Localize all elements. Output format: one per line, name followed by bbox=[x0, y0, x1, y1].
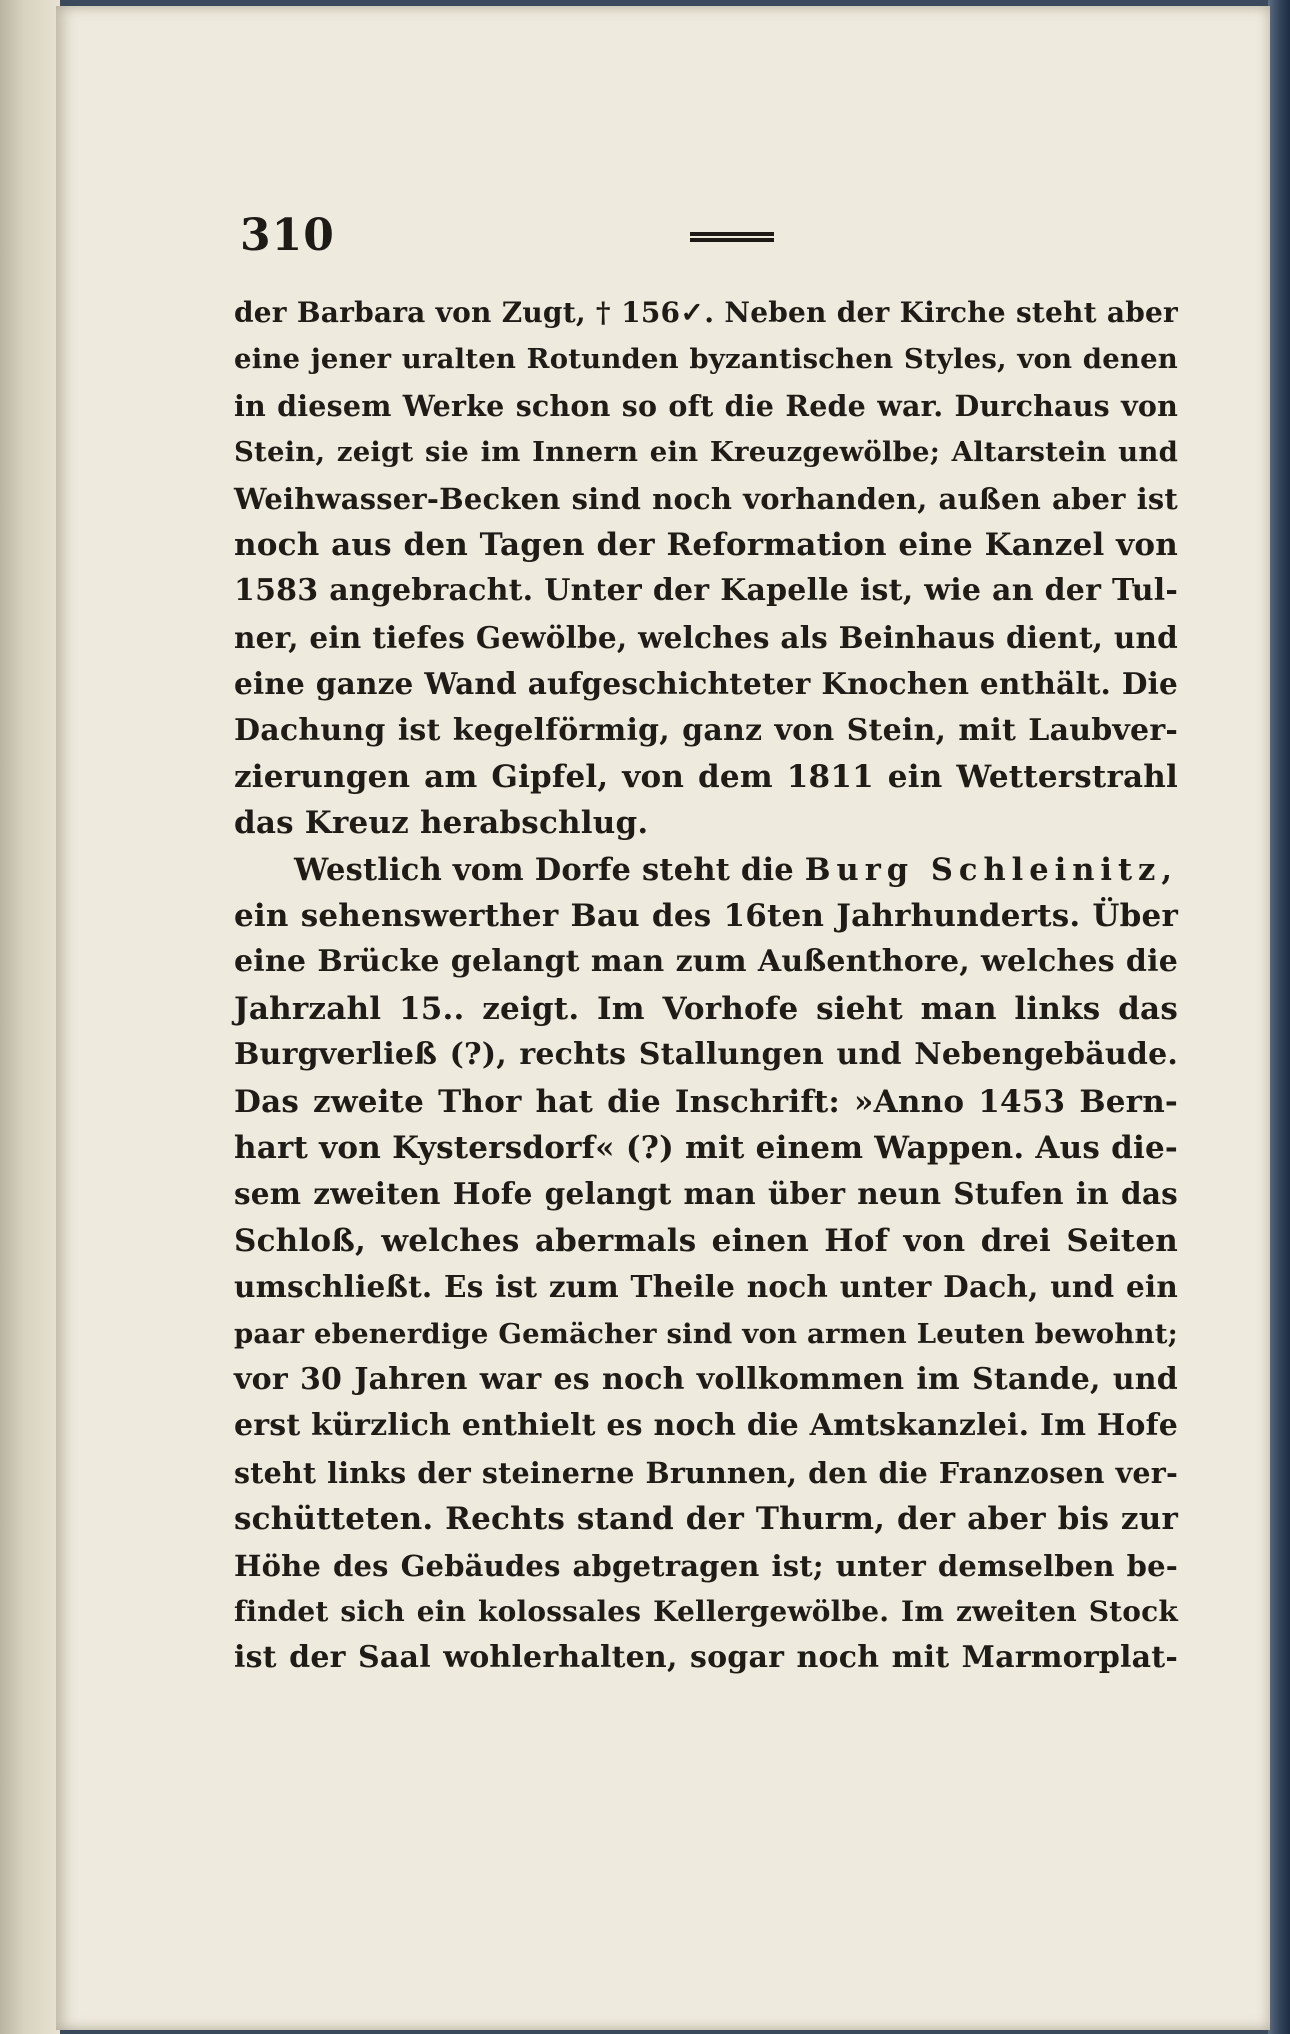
text-line: zierungen am Gipfel, von dem 1811 ein Wetterstrahl bbox=[234, 758, 1178, 795]
text-line: Stein, zeigt sie im Innern ein Kreuzgewölbe; Altarstein und bbox=[234, 436, 1178, 469]
text-line: Burgverließ (?), rechts Stallungen und Nebengebäude. bbox=[234, 1037, 1178, 1073]
text-line: paar ebenerdige Gemächer sind von armen Leuten bewohnt; bbox=[234, 1317, 1178, 1350]
text-line: in diesem Werke schon so oft die Rede war. Durchaus von bbox=[234, 388, 1178, 423]
text-line: 1583 angebracht. Unter der Kapelle ist, wie an der Tul- bbox=[234, 573, 1178, 609]
text-line: steht links der steinerne Brunnen, den die Franzosen ver- bbox=[234, 1455, 1178, 1490]
header-rule bbox=[690, 232, 774, 242]
text-line: schütteten. Rechts stand der Thurm, der aber bis zur bbox=[234, 1501, 1178, 1538]
text-line: ner, ein tiefes Gewölbe, welches als Beinhaus dient, und bbox=[234, 619, 1178, 655]
text-line: findet sich ein kolossales Kellergewölbe. Im zweiten Stock bbox=[234, 1594, 1178, 1628]
text-line: umschließt. Es ist zum Theile noch unter Dach, und ein bbox=[234, 1269, 1178, 1305]
text-line: ist der Saal wohlerhalten, sogar noch mit Marmorplat- bbox=[234, 1640, 1178, 1676]
text-line: der Barbara von Zugt, † 156✓. Neben der Kirche steht aber bbox=[234, 296, 1178, 329]
text-line: Das zweite Thor hat die Inschrift: »Anno 1453 Bern- bbox=[234, 1083, 1178, 1120]
text-line: sem zweiten Hofe gelangt man über neun Stufen in das bbox=[234, 1176, 1178, 1212]
text-line: vor 30 Jahren war es noch vollkommen im Stande, und bbox=[234, 1361, 1178, 1397]
paragraph-first-line bbox=[234, 847, 1178, 893]
text-line: erst kürzlich enthielt es noch die Amtskanzlei. Im Hofe bbox=[234, 1408, 1178, 1444]
text-line: Dachung ist kegelförmig, ganz von Stein, mit Laubver- bbox=[234, 712, 1178, 748]
book-cover-edge bbox=[1268, 0, 1290, 2034]
text-line: hart von Kystersdorf« (?) mit einem Wappen. Aus die- bbox=[234, 1130, 1178, 1167]
page-number: 310 bbox=[240, 210, 335, 261]
text-line: eine jener uralten Rotunden byzantischen Styles, von denen bbox=[234, 343, 1178, 376]
text-line: eine Brücke gelangt man zum Außenthore, welches die bbox=[234, 944, 1178, 980]
text-line: ein sehenswerther Bau des 16ten Jahrhunderts. Über bbox=[234, 898, 1178, 935]
text-line: Schloß, welches abermals einen Hof von drei Seiten bbox=[234, 1222, 1178, 1259]
paragraph-opening: Westlich vom Dorfe steht die bbox=[294, 851, 794, 888]
text-line: Höhe des Gebäudes abgetragen ist; unter demselben be- bbox=[234, 1548, 1178, 1583]
text-line: Jahrzahl 15.. zeigt. Im Vorhofe sieht man links das bbox=[234, 990, 1178, 1027]
page-header bbox=[240, 210, 800, 270]
book-gutter bbox=[0, 0, 60, 2034]
castle-name: Burg Schleinitz, bbox=[804, 851, 1178, 888]
text-line: noch aus den Tagen der Reformation eine Kanzel von bbox=[234, 526, 1178, 563]
text-line: Weihwasser-Becken sind noch vorhanden, außen aber ist bbox=[234, 481, 1178, 516]
body-text bbox=[234, 290, 1178, 1682]
text-line: eine ganze Wand aufgeschichteter Knochen enthält. Die bbox=[234, 666, 1178, 702]
text-line: das Kreuz herabschlug. bbox=[234, 805, 649, 842]
